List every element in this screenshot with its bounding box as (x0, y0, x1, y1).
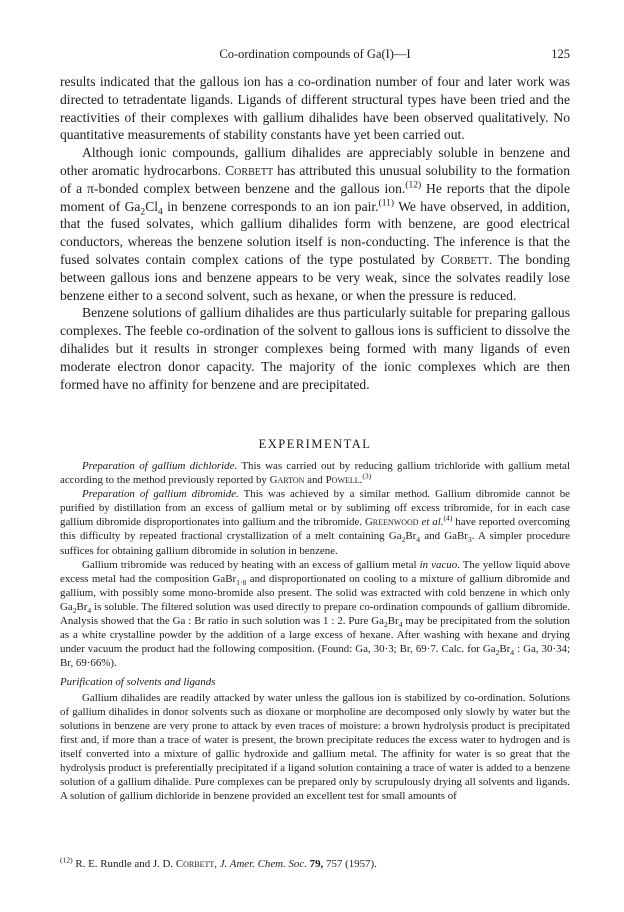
paragraph-dichloride: Preparation of gallium dichloride. This was carried out by reducing gallium trichloride with gallium metal according to the method previously reported by Garton and Powell.$^{(3)}$ (60, 460, 571, 487)
journal-volume: 79, (309, 858, 324, 870)
subheading-dibromide: Preparation of gallium dibromide. (82, 488, 239, 501)
paragraph-2: Although ionic compounds, gallium dihalides are appreciably soluble in benzene and other aromatic hydrocarbons. Corbett has attributed this unusual solubility to the formation of a π-bonded complex between benzene and the gallous ion.$^{(12)}$ He reports that the dipole moment of $Ga_2Cl_4$ in benzene corresponds to an ion pair.$^{(11)}$ We have observed, in addition, that the fused solvates, which gallium dihalides form with benzene, are good electrical conductors, whereas the benzene solution itself is non-conducting. The inference is that the fused solvates contain complex cations of the type postulated by Corbett. The bonding between gallous ions and benzene appears to be very weak, since the solvates readily lose benzene either to a second solvent, such as hexane, or when the pressure is reduced. (60, 145, 571, 303)
section-heading-experimental: EXPERIMENTAL (258, 437, 372, 451)
main-body-text (60, 73, 570, 393)
page-header (60, 47, 570, 65)
subheading-dichloride: Preparation of gallium dichloride. (82, 460, 238, 472)
reference-3: (3) (362, 471, 372, 481)
paragraph-3: Benzene solutions of gallium dihalides are thus particularly suitable for preparing gallous complexes. The feeble co-ordination of the solvent to gallous ions is sufficient to dissolve the dihalides but it results in stronger complexes being formed with many ligands of even moderate electron donor capacity. The majority of the ionic complexes which are then formed have no affinity for benzene and are precipitated. (60, 305, 570, 392)
running-title: Co-ordination compounds of Ga(I)—I (219, 47, 411, 61)
reference-4: (4) (443, 513, 453, 523)
reference-11: (11) (378, 198, 395, 209)
journal-name: J. Amer. Chem. Soc. (219, 858, 307, 870)
reference-12: (12) (405, 180, 422, 191)
paragraph-dibromide: Preparation of gallium dibromide. This was achieved by a similar method. Gallium dibromide cannot be purified by distillation from an excess of gallium metal or by subliming off excess tribromide, for in each case gallium dibromide disproportionates into gallium and the tribromide. Greenwood et al.$^{(4)}$ have reported overcoming this difficulty by repeated fractional crystallization of a melt containing $Ga_2Br_4$ and GaBr$_3$. A simpler procedure suffices for obtaining gallium dibromide in solution in benzene. (60, 488, 571, 557)
paragraph-1: results indicated that the gallous ion has a co-ordination number of four and later work was directed to tetradentate ligands. Ligands of different structural types have been tried and the reactivities of their complexes with gallium dihalides have been observed qualitatively. No quantitative measurements of stability constants have yet been carried out. (60, 74, 570, 143)
footnote: $^{(12)}$ R. E. Rundle and J. D. Corbett, J. Amer. Chem. Soc. 79, 757 (1957). (60, 855, 377, 870)
paragraph-tribromide: Gallium tribromide was reduced by heating with an excess of gallium metal in vacuo. The yellow liquid above excess metal had the composition GaBr$_{1\cdot 8}$ and disproportionated on cooling to a mixture of gallium dibromide and gallium, with possibly some mono-bromide also present. The solid was extracted with cold benzene in which only $Ga_2Br_4$ is soluble. The filtered solution was used directly to prepare co-ordination compounds of gallium dibromide. Analysis showed that the Ga : Br ratio in such solution was 1 : 2. Pure $Ga_2Br_4$ may be precipitated from the solution as a white crystalline powder by the addition of a large excess of hexane. After washing with hexane and drying under vacuum the product had the following composition. (Found: Ga, 30·3; Br, 69·7. Calc. for $Ga_2Br_4$ : Ga, 30·34; Br, 69·66%). (60, 558, 571, 670)
author-corbett: Corbett (225, 162, 274, 178)
paragraph-purification: Gallium dihalides are readily attacked by water unless the gallous ion is stabilized by co-ordination. Solutions of gallium dihalides in donor solvents such as dioxane or morpholine are decomposed only slowly by water but the solutions in benzene are very prone to attack by even traces of moisture: a brown hydrolysis product is precipitated first and, if more than a trace of water is present, the brown precipitate reduces the excess water to hydrogen and is itself converted into a mixture of gallic hydroxide and gallium metal. The affinity for water is so great that the hydrolysis product is preferentially precipitated if a ligand solution containing a trace of water is added to a benzene solution of a gallium dihalide. Pure complexes can be prepared only by scrupulously drying all solvents and ligands. A solution of gallium dichloride in benzene provided an excellent test for small amounts of (60, 691, 570, 803)
experimental-section (60, 459, 570, 803)
page-number: 125 (551, 47, 570, 61)
subheading-purification: Purification of solvents and ligands (60, 676, 216, 689)
author-corbett: Corbett (440, 251, 489, 267)
footnote-marker: (12) (60, 855, 73, 865)
